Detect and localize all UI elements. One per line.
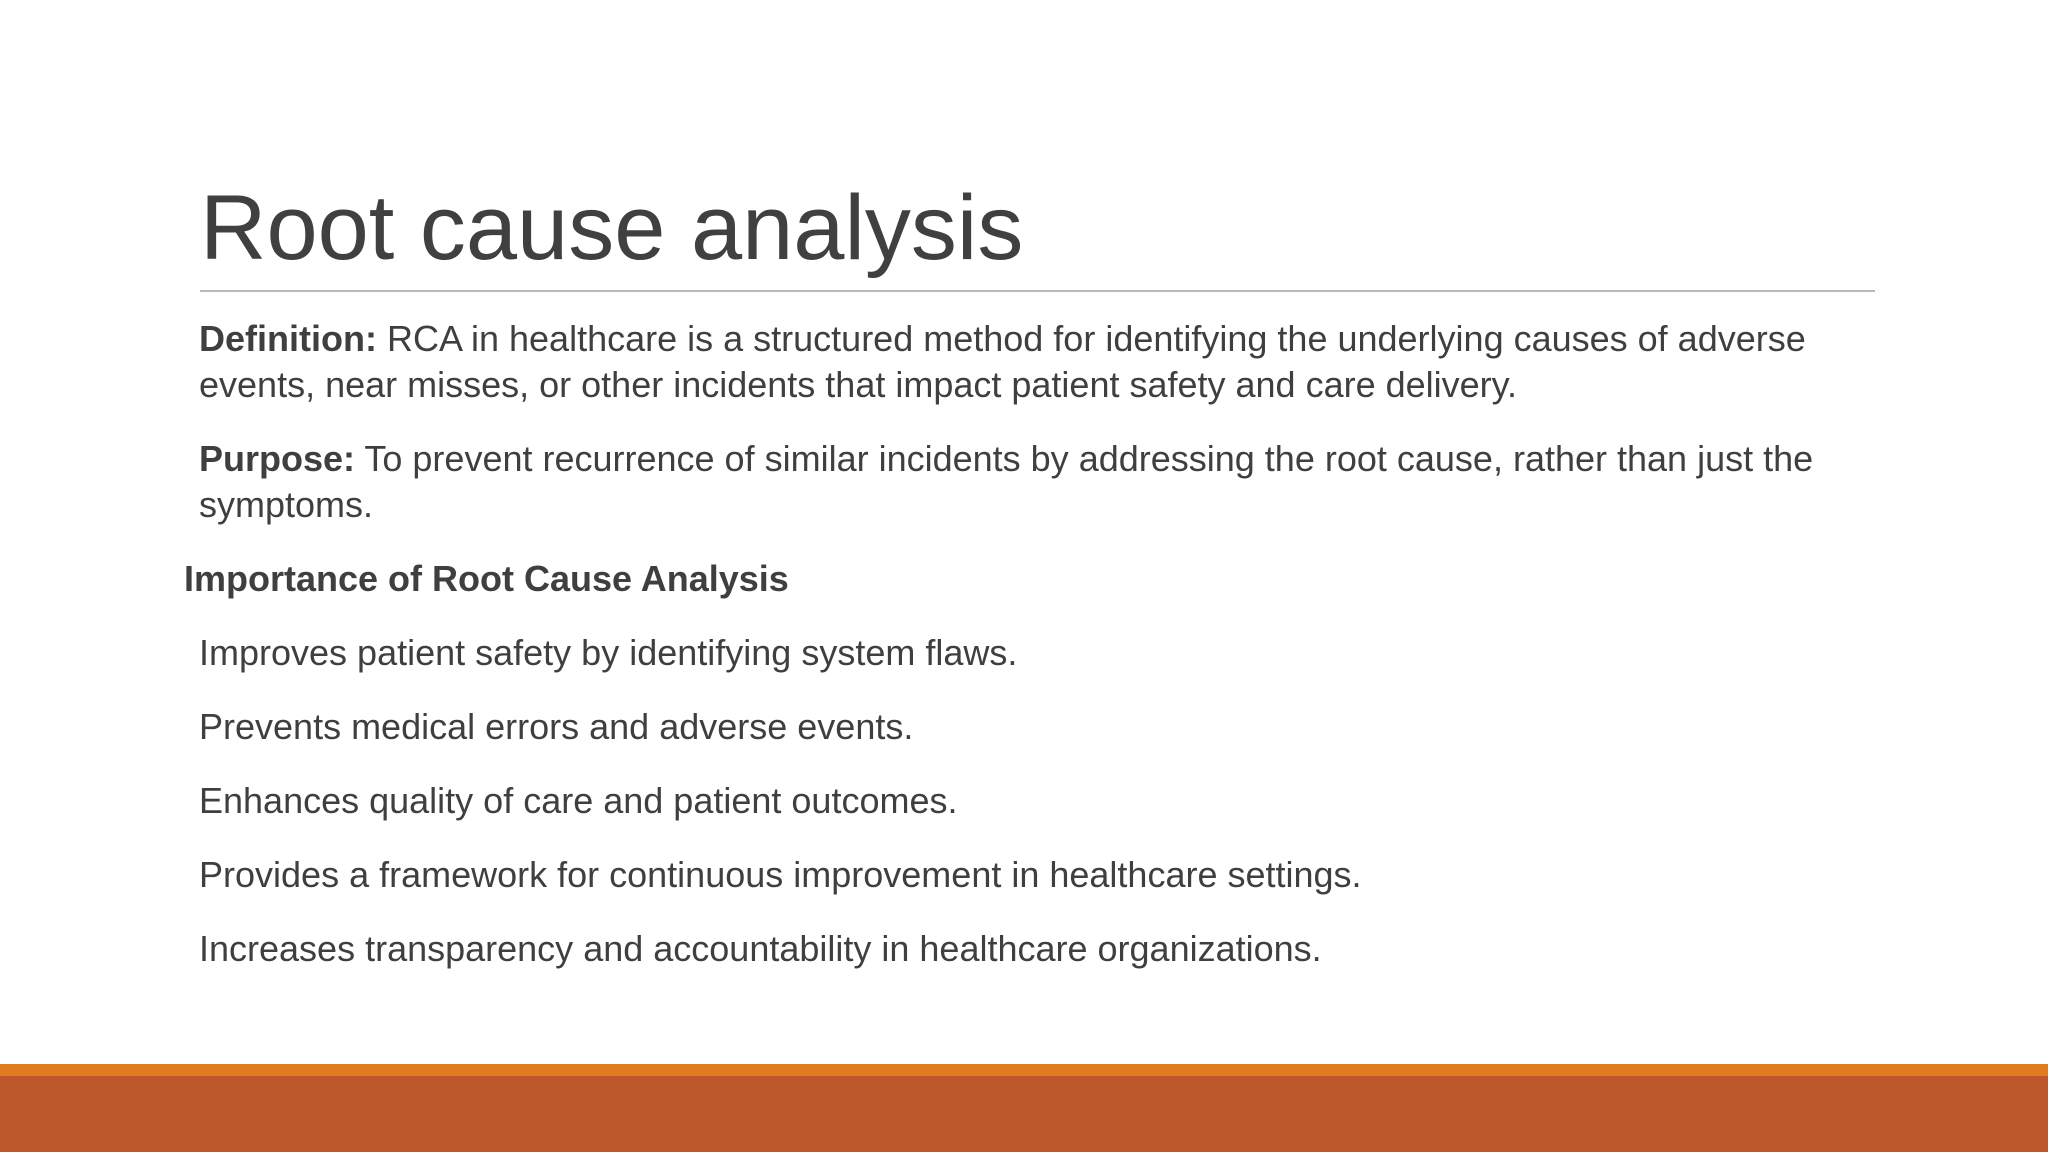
slide-body	[184, 316, 1879, 1000]
footer-accent-bar	[0, 1064, 2048, 1076]
purpose-text: To prevent recurrence of similar incidents by addressing the root cause, rather than just the symptoms.	[199, 438, 1814, 525]
list-item: Prevents medical errors and adverse events.	[199, 706, 914, 747]
list-item: Increases transparency and accountability in healthcare organizations.	[199, 928, 1322, 969]
slide-title: Root cause analysis	[200, 177, 1024, 279]
definition-text: RCA in healthcare is a structured method for identifying the underlying causes of adverse events, near misses, or other incidents that impact patient safety and care delivery.	[199, 318, 1806, 405]
purpose-paragraph	[199, 436, 1879, 528]
definition-label: Definition:	[199, 318, 377, 359]
importance-heading: Importance of Root Cause Analysis	[184, 558, 789, 599]
list-item: Improves patient safety by identifying system flaws.	[199, 632, 1018, 673]
purpose-label: Purpose:	[199, 438, 356, 479]
list-item: Enhances quality of care and patient outcomes.	[199, 780, 958, 821]
footer-band	[0, 1076, 2048, 1152]
list-item: Provides a framework for continuous improvement in healthcare settings.	[199, 854, 1362, 895]
title-divider	[200, 290, 1875, 292]
definition-paragraph	[199, 316, 1879, 408]
